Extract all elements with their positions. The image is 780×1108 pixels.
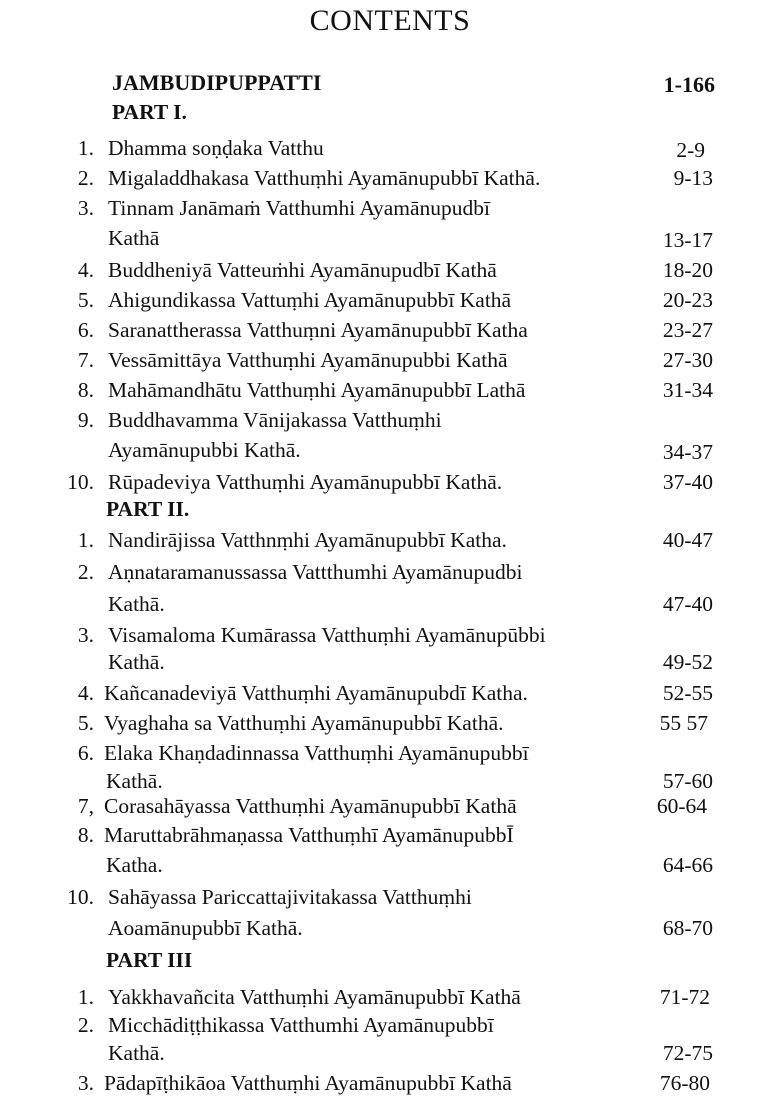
entry-pages: 76-80 <box>659 1071 710 1095</box>
entry-title: Buddhavamma Vānijakassa Vatthuṃhi <box>108 408 442 432</box>
entry-title: Migaladdhakasa Vatthuṃhi Ayamānupubbī Kathā. <box>108 166 541 190</box>
entry-number: 5. <box>77 288 94 312</box>
entry-pages: 31-34 <box>662 378 713 402</box>
entry-number: 6. <box>77 741 94 765</box>
part-heading: PART III <box>106 948 193 972</box>
entry-pages: 72-75 <box>662 1041 713 1065</box>
entry-pages: 13-17 <box>662 228 713 252</box>
entry-pages: 49-52 <box>662 650 713 674</box>
entry-title: Corasahāyassa Vatthuṃhi Ayamānupubbī Kathā <box>104 794 517 818</box>
entry-title: Dhamma soṇḍaka Vatthu <box>108 136 324 160</box>
entry-number: 3. <box>77 623 94 647</box>
entry-number: 9. <box>77 408 94 432</box>
entry-pages: 71-72 <box>659 985 710 1009</box>
entry-title: Visamaloma Kumārassa Vatthuṃhi Ayamānupūbbi <box>108 623 546 647</box>
entry-title: Buddheniyā Vatteuṁhi Ayamānupudbī Kathā <box>108 258 497 282</box>
entry-number: 7, <box>77 794 94 818</box>
entry-title-continued: Kathā. <box>108 1041 165 1065</box>
entry-title-continued: Aoamānupubbī Kathā. <box>108 916 303 940</box>
entry-title: Elaka Khaṇdadinnassa Vatthuṃhi Ayamānupubbī <box>104 741 529 765</box>
entry-title: Kañcanadeviyā Vatthuṃhi Ayamānupubdī Katha. <box>104 681 528 705</box>
entry-title: Pādapīṭhikāoa Vatthuṃhi Ayamānupubbī Kathā <box>104 1071 512 1095</box>
entry-pages: 2-9 <box>676 138 705 162</box>
entry-pages: 57-60 <box>662 769 713 793</box>
entry-title: Nandirājissa Vatthnṃhi Ayamānupubbī Katha. <box>108 528 507 552</box>
entry-number: 1. <box>77 985 94 1009</box>
entry-number: 4. <box>77 681 94 705</box>
entry-number: 7. <box>77 348 94 372</box>
section-title: JAMBUDIPUPPATTI <box>112 70 322 95</box>
entry-number: 5. <box>77 711 94 735</box>
entry-pages: 23-27 <box>662 318 713 342</box>
entry-title-continued: Kathā. <box>108 650 165 674</box>
entry-title-continued: Katha. <box>106 853 163 877</box>
entry-title: Vessāmittāya Vatthuṃhi Ayamānupubbi Kathā <box>108 348 508 372</box>
entry-pages: 60-64 <box>656 794 707 818</box>
entry-pages: 18-20 <box>662 258 713 282</box>
section-pages: 1-166 <box>663 72 715 97</box>
page-title: CONTENTS <box>309 4 471 37</box>
entry-title: Micchādiṭṭhikassa Vatthumhi Ayamānupubbī <box>108 1013 494 1037</box>
entry-pages: 68-70 <box>662 916 713 940</box>
entry-title-continued: Kathā <box>108 226 160 250</box>
entry-number: 8. <box>77 823 94 847</box>
entry-title: Ahigundikassa Vattuṃhi Ayamānupubbī Kathā <box>108 288 512 312</box>
entry-title: Tinnam Janāmaṁ Vatthumhi Ayamānupudbī <box>108 196 491 220</box>
entry-title: Maruttabrāhmaṇassa Vatthuṃhī AyamānupubbĪ <box>104 823 514 847</box>
entry-number: 3. <box>77 1071 94 1095</box>
entry-number: 8. <box>77 378 94 402</box>
entry-title-continued: Kathā. <box>108 592 165 616</box>
entry-title: Vyaghaha sa Vatthuṃhi Ayamānupubbī Kathā. <box>104 711 504 735</box>
entry-title: Mahāmandhātu Vatthuṃhi Ayamānupubbī Lathā <box>108 378 526 402</box>
entry-number: 4. <box>77 258 94 282</box>
entry-title: Aṇnataramanussassa Vattthumhi Ayamānupudbi <box>108 560 523 584</box>
entry-title: Yakkhavañcita Vatthuṃhi Ayamānupubbī Kathā <box>108 985 521 1009</box>
entry-pages: 64-66 <box>662 853 713 877</box>
entry-number: 3. <box>77 196 94 220</box>
entry-pages: 40-47 <box>662 528 713 552</box>
entry-pages: 47-40 <box>662 592 713 616</box>
entry-number: 2. <box>77 1013 94 1037</box>
part-heading: PART I. <box>112 100 187 124</box>
entry-number: 2. <box>77 166 94 190</box>
entry-pages: 52-55 <box>662 681 713 705</box>
entry-pages: 37-40 <box>662 470 713 494</box>
part-heading: PART II. <box>106 497 190 521</box>
entry-number: 10. <box>67 885 94 909</box>
entry-number: 10. <box>67 470 94 494</box>
entry-number: 1. <box>77 136 94 160</box>
entry-title: Sahāyassa Pariccattajivitakassa Vatthuṃhi <box>108 885 472 909</box>
entry-number: 1. <box>77 528 94 552</box>
entry-pages: 55 57 <box>659 711 708 735</box>
entry-pages: 9-13 <box>673 166 713 190</box>
entry-number: 6. <box>77 318 94 342</box>
entry-title: Rūpadeviya Vatthuṃhi Ayamānupubbī Kathā. <box>108 470 503 494</box>
entry-title: Saranattherassa Vatthuṃni Ayamānupubbī Katha <box>108 318 528 342</box>
entry-pages: 27-30 <box>662 348 713 372</box>
entry-pages: 34-37 <box>662 440 713 464</box>
entry-pages: 20-23 <box>662 288 713 312</box>
entry-title-continued: Ayamānupubbi Kathā. <box>108 438 301 462</box>
entry-title-continued: Kathā. <box>106 769 163 793</box>
entry-number: 2. <box>77 560 94 584</box>
